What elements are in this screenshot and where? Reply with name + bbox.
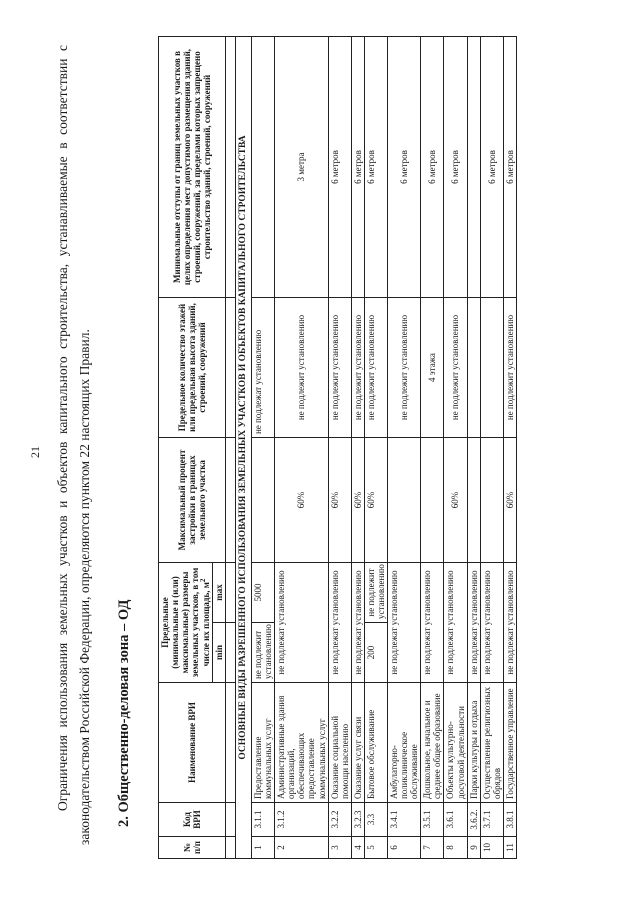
cell-floors [467, 298, 480, 438]
table-row [467, 37, 480, 859]
cell-floors: не подлежит установлению [503, 298, 516, 438]
zone-title: 2. Общественно-деловая зона – ОД [116, 599, 132, 827]
header-code: Код ВРИ [159, 803, 226, 837]
intro-paragraph: Ограничения использования земельных участков и объектов капитального строительства, устанавливаемые в соответствии с законодательством Российской Федерации, определяются пунктом 22 настоящих Правил. [55, 45, 92, 845]
cell-floors: не подлежат установлению [252, 298, 275, 438]
cell-min: 200 [364, 623, 387, 683]
header-max: max [213, 563, 226, 623]
header-floors: Предельное количество этажей или предельная высота зданий, строений, сооружений [159, 298, 226, 438]
section-title: ОСНОВНЫЕ ВИДЫ РАЗРЕШЕННОГО ИСПОЛЬЗОВАНИЯ ЗЕМЕЛЬНЫХ УЧАСТКОВ И ОБЪЕКТОВ КАПИТАЛЬНОГО СТРОИТЕЛЬСТВА [236, 37, 252, 859]
table-row [252, 37, 275, 859]
table-row [480, 37, 503, 859]
cell-code: 3.5.1 [421, 803, 444, 837]
cell-setback: 6 метров [351, 37, 364, 298]
header-min: min [213, 623, 226, 683]
cell-num: 3 [328, 837, 351, 859]
cell-percent [480, 438, 503, 563]
cell-area: не подлежат установлению [421, 563, 444, 683]
cell-name: Парки культуры и отдыха [467, 683, 480, 803]
cell-code: 3.8.1 [503, 803, 516, 837]
cell-code: 3.3 [364, 803, 387, 837]
cell-area: не подлежат установлению [480, 563, 503, 683]
cell-floors [480, 298, 503, 438]
cell-setback: 3 метра [275, 37, 328, 298]
cell-percent [252, 438, 275, 563]
cell-floors: не подлежит установлению [328, 298, 351, 438]
cell-code: 3.1.2 [275, 803, 328, 837]
header-percent: Максимальный процент застройки в границах земельного участка [159, 438, 226, 563]
table-row [364, 37, 387, 859]
cell-floors: не подлежит установлению [275, 298, 328, 438]
cell-name: Государственное управление [503, 683, 516, 803]
cell-percent: 60% [503, 438, 516, 563]
cell-percent: 60% [444, 438, 467, 563]
cell-num: 5 [364, 837, 387, 859]
cell-name: Оказание услуг связи [351, 683, 364, 803]
cell-area: не подлежат установлению [328, 563, 351, 683]
cell-num: 10 [480, 837, 503, 859]
cell-num: 11 [503, 837, 516, 859]
cell-floors: не подлежит установлению [444, 298, 467, 438]
cell-code: 3.4.1 [388, 803, 421, 837]
table-row [421, 37, 444, 859]
cell-setback: 6 метров [388, 37, 421, 298]
cell-area: не подлежат установлению [444, 563, 467, 683]
header-num: № п/п [159, 837, 226, 859]
cell-max: 5000 [252, 563, 275, 623]
cell-num: 8 [444, 837, 467, 859]
cell-setback: 6 метров [421, 37, 444, 298]
cell-code: 3.7.1 [480, 803, 503, 837]
cell-name: Объекты культурно-досуговой деятельности [444, 683, 467, 803]
cell-num: 7 [421, 837, 444, 859]
cell-percent: 60% [351, 438, 364, 563]
cell-max: не подлежит установлению [364, 563, 387, 623]
cell-num: 9 [467, 837, 480, 859]
cell-percent: 60% [364, 438, 387, 563]
cell-name: Бытовое обслуживание [364, 683, 387, 803]
cell-floors: 4 этажа [421, 298, 444, 438]
cell-name: Предоставление коммунальных услуг [252, 683, 275, 803]
cell-setback: 6 метров [328, 37, 351, 298]
cell-setback: 6 метров [480, 37, 503, 298]
cell-area: не подлежат установлению [275, 563, 328, 683]
rotated-document-page [20, 17, 620, 887]
section-row [236, 37, 252, 859]
cell-min: не подлежит установлению [252, 623, 275, 683]
cell-name: Дошкольное, начальное и среднее общее образование [421, 683, 444, 803]
table-row [275, 37, 328, 859]
cell-code: 3.2.2 [328, 803, 351, 837]
cell-setback [252, 37, 275, 298]
page-number: 21 [28, 446, 42, 458]
cell-area: не подлежат установлению [503, 563, 516, 683]
table-row [351, 37, 364, 859]
cell-num: 6 [388, 837, 421, 859]
header-area: Предельные (минимальные и (или) максимальные) размеры земельных участков, в том числе их площадь, $м^2$ [159, 563, 213, 683]
cell-code: 3.2.3 [351, 803, 364, 837]
cell-setback [467, 37, 480, 298]
header-setbacks: Минимальные отступы от границ земельных участков в целях определения мест допустимого размещения зданий, строений, сооружений, за пределами которых запрещено строительство зданий, строений, сооружений [159, 37, 226, 298]
cell-setback: 6 метров [364, 37, 387, 298]
cell-floors: не подлежит установлению [388, 298, 421, 438]
table-row [444, 37, 467, 859]
cell-code: 3.6.1 [444, 803, 467, 837]
cell-area: не подлежат установлению [467, 563, 480, 683]
header-spacer-row [226, 37, 236, 859]
cell-percent: 60% [275, 438, 328, 563]
cell-floors: не подлежит установлению [351, 298, 364, 438]
header-name: Наименование ВРИ [159, 683, 226, 803]
cell-area: не подлежат установлению [351, 563, 364, 683]
cell-code: 3.1.1 [252, 803, 275, 837]
cell-floors: не подлежит установлению [364, 298, 387, 438]
table-row [388, 37, 421, 859]
cell-percent [467, 438, 480, 563]
cell-num: 2 [275, 837, 328, 859]
cell-name: Административные здания организаций, обеспечивающих предоставление коммунальных услуг [275, 683, 328, 803]
regulations-table [158, 36, 517, 859]
cell-name: Оказание социальной помощи населению [328, 683, 351, 803]
cell-num: 1 [252, 837, 275, 859]
cell-setback: 6 метров [444, 37, 467, 298]
cell-code: 3.6.2. [467, 803, 480, 837]
cell-name: Осуществление религиозных обрядов [480, 683, 503, 803]
cell-setback: 6 метров [503, 37, 516, 298]
table-row [328, 37, 351, 859]
table-row [503, 37, 516, 859]
regulations-table-wrap [158, 37, 517, 859]
cell-area: не подлежат установлению [388, 563, 421, 683]
cell-percent [388, 438, 421, 563]
cell-num: 4 [351, 837, 364, 859]
cell-name: Амбулаторно-поликлиническое обслуживание [388, 683, 421, 803]
cell-percent: 60% [328, 438, 351, 563]
cell-percent [421, 438, 444, 563]
